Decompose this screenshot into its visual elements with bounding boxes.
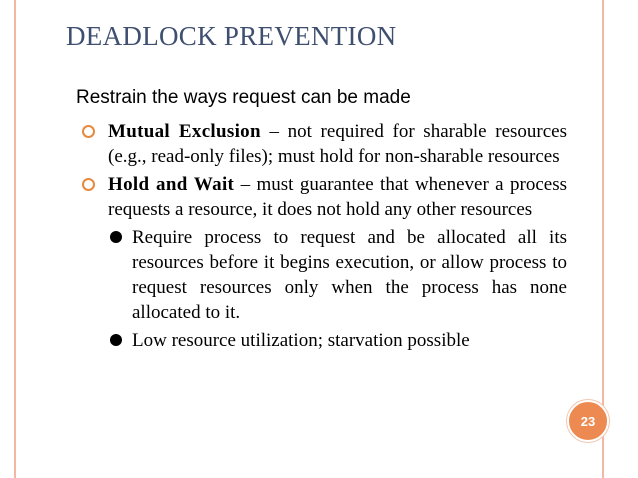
filled-circle-bullet-icon <box>110 334 122 346</box>
bullet-mutual-exclusion <box>80 119 567 169</box>
sub-bullet-text: Require process to request and be allocated all its resources before it begins execution, or allow process to request resources only when the process has none allocated to it. <box>132 227 567 323</box>
sub-bullet-low-utilization <box>80 328 567 353</box>
slide-frame-left <box>14 0 16 478</box>
page-number-badge: 23 <box>567 400 609 442</box>
slide-title: DEADLOCK PREVENTION <box>66 21 397 51</box>
bullet-term: Hold and Wait <box>108 174 235 195</box>
bullet-text: – not required for sharable resources (e.g., read-only files); must hold for non-sharable resources <box>108 121 567 167</box>
slide-subtitle: Restrain the ways request can be made <box>76 87 411 108</box>
bullet-hold-and-wait <box>80 172 567 222</box>
sub-bullet-require-allocation <box>80 225 567 325</box>
filled-circle-bullet-icon <box>110 231 122 243</box>
bullet-list <box>80 119 567 356</box>
bullet-text: – must guarantee that whenever a process requests a resource, it does not hold any other resources <box>108 174 567 220</box>
sub-bullet-text: Low resource utilization; starvation possible <box>132 330 470 351</box>
hollow-circle-bullet-icon <box>82 178 95 191</box>
bullet-term: Mutual Exclusion <box>108 121 261 142</box>
hollow-circle-bullet-icon <box>82 125 95 138</box>
